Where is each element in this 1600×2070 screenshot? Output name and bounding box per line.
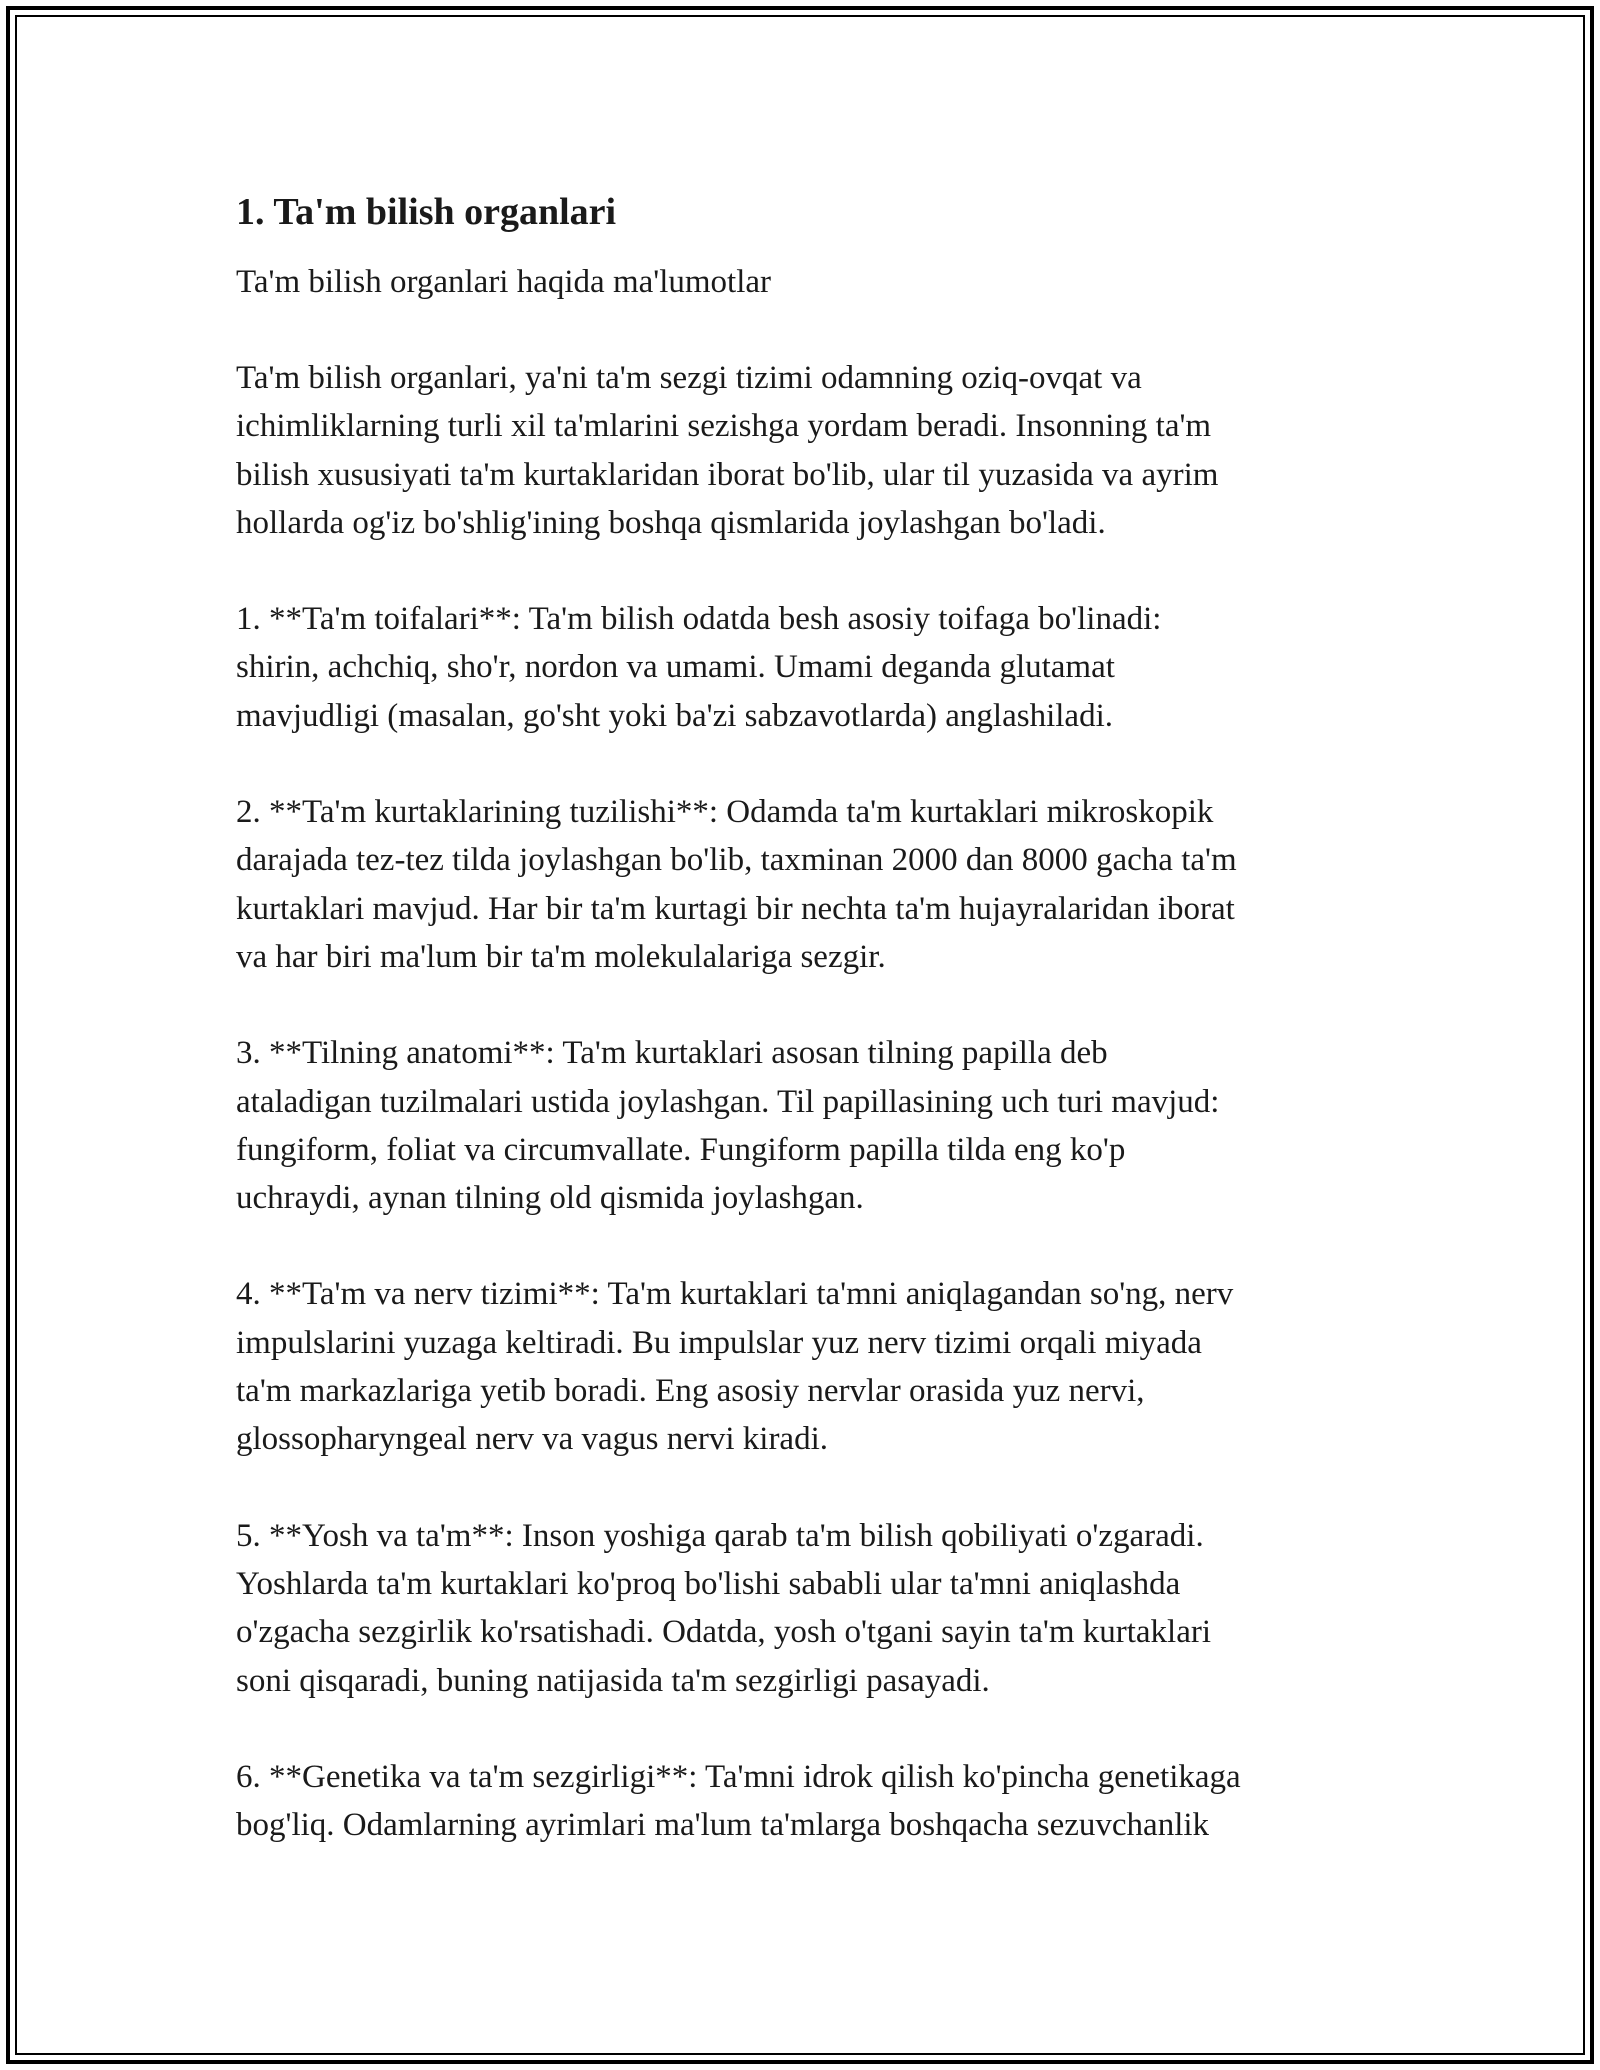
- section-tongue-anatomy: [236, 1029, 1376, 1222]
- text-line: ichimliklarning turli xil ta'mlarini sezishga yordam beradi. Insonning ta'm: [236, 408, 1212, 445]
- text-line: ataladigan tuzilmalari ustida joylashgan. Til papillasining uch turi mavjud:: [236, 1083, 1220, 1120]
- text-line: 1. **Ta'm toifalari**: Ta'm bilish odatda besh asosiy toifaga bo'linadi:: [236, 601, 1162, 638]
- text-line: glossopharyngeal nerv va vagus nervi kiradi.: [236, 1421, 829, 1458]
- text-line: 3. **Tilning anatomi**: Ta'm kurtaklari asosan tilning papilla deb: [236, 1035, 1108, 1072]
- text-line: 6. **Genetika va ta'm sezgirligi**: Ta'mni idrok qilish ko'pincha genetikaga: [236, 1758, 1241, 1795]
- text-line: fungiform, foliat va circumvallate. Fungiform papilla tilda eng ko'p: [236, 1131, 1126, 1168]
- text-line: darajada tez-tez tilda joylashgan bo'lib, taxminan 2000 dan 8000 gacha ta'm: [236, 842, 1237, 879]
- text-line: 5. **Yosh va ta'm**: Inson yoshiga qarab ta'm bilish qobiliyati o'zgaradi.: [236, 1517, 1204, 1554]
- text-line: o'zgacha sezgirlik ko'rsatishadi. Odatda, yosh o'tgani sayin ta'm kurtaklari: [236, 1614, 1212, 1651]
- text-line: hollarda og'iz bo'shlig'ining boshqa qismlarida joylashgan bo'ladi.: [236, 504, 1106, 541]
- section-taste-nervous-system: [236, 1270, 1376, 1463]
- text-line: ta'm markazlariga yetib boradi. Eng asosiy nervlar orasida yuz nervi,: [236, 1373, 1145, 1410]
- document-title: 1. Ta'm bilish organlari: [236, 191, 617, 233]
- text-line: shirin, achchiq, sho'r, nordon va umami. Umami deganda glutamat: [236, 649, 1115, 686]
- section-genetics-and-taste: [236, 1753, 1376, 1850]
- text-line: soni qisqaradi, buning natijasida ta'm sezgirligi pasayadi.: [236, 1662, 990, 1699]
- text-line: bog'liq. Odamlarning ayrimlari ma'lum ta'mlarga boshqacha sezuvchanlik: [236, 1807, 1210, 1844]
- document-body: [236, 186, 1376, 1897]
- text-line: 2. **Ta'm kurtaklarining tuzilishi**: Odamda ta'm kurtaklari mikroskopik: [236, 794, 1214, 831]
- text-line: mavjudligi (masalan, go'sht yoki ba'zi sabzavotlarda) anglashiladi.: [236, 697, 1113, 734]
- text-line: 4. **Ta'm va nerv tizimi**: Ta'm kurtaklari ta'mni aniqlagandan so'ng, nerv: [236, 1276, 1234, 1313]
- section-taste-bud-structure: [236, 788, 1376, 981]
- text-line: uchraydi, aynan tilning old qismida joylashgan.: [236, 1180, 864, 1217]
- intro-paragraph: [236, 354, 1376, 547]
- text-line: impulslarini yuzaga keltiradi. Bu impulslar yuz nerv tizimi orqali miyada: [236, 1324, 1202, 1361]
- section-taste-categories: [236, 595, 1376, 740]
- text-line: va har biri ma'lum bir ta'm molekulalariga sezgir.: [236, 938, 886, 975]
- document-subtitle: Ta'm bilish organlari haqida ma'lumotlar: [236, 264, 772, 300]
- text-line: Ta'm bilish organlari, ya'ni ta'm sezgi tizimi odamning oziq-ovqat va: [236, 360, 1142, 396]
- text-line: kurtaklari mavjud. Har bir ta'm kurtagi bir nechta ta'm hujayralaridan iborat: [236, 890, 1235, 927]
- text-line: Yoshlarda ta'm kurtaklari ko'proq bo'lishi sababli ular ta'mni aniqlashda: [236, 1565, 1181, 1602]
- text-line: bilish xususiyati ta'm kurtaklaridan iborat bo'lib, ular til yuzasida va ayrim: [236, 456, 1219, 493]
- section-age-and-taste: [236, 1512, 1376, 1705]
